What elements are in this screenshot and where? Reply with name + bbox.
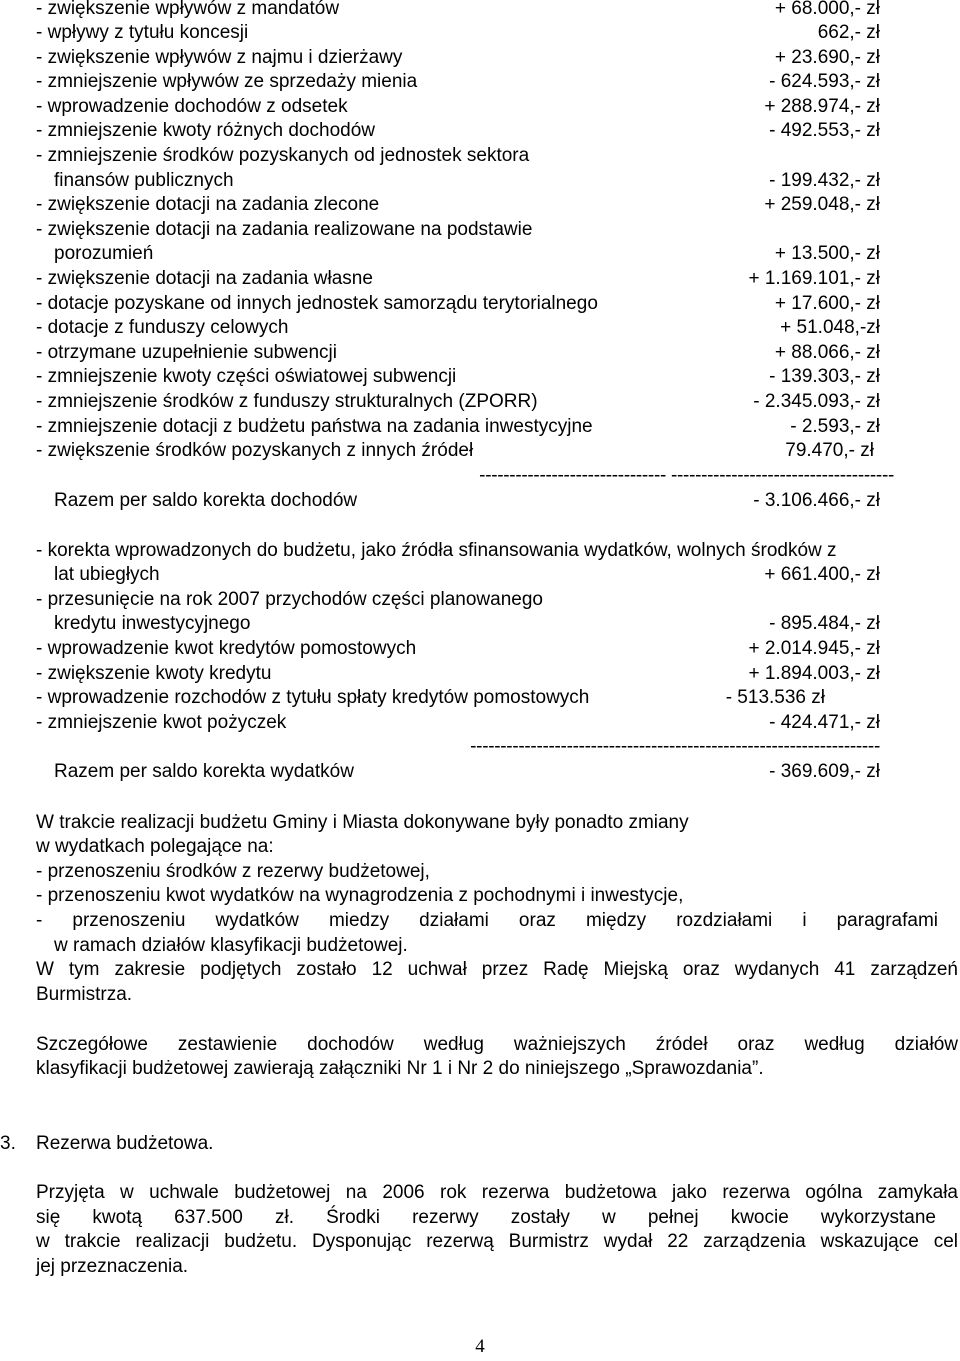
income-item-amount: + 51.048,-zł — [780, 317, 880, 338]
income-item-amount: + 17.600,- zł — [774, 293, 880, 314]
income-item-label: - zwiększenie środków pozyskanych z innych źródeł — [36, 440, 474, 461]
expense-item-amount: + 661.400,- zł — [764, 564, 880, 585]
income-item-amount: + 23.690,- zł — [774, 47, 880, 68]
income-item-label: - zwiększenie dotacji na zadania własne — [36, 268, 373, 289]
section-number: 3. — [0, 1133, 16, 1154]
section-title: Rezerwa budżetowa. — [36, 1133, 214, 1154]
expense-item-label: - zmniejszenie kwot pożyczek — [36, 712, 287, 733]
expense-item-label: - korekta wprowadzonych do budżetu, jako źródła sfinansowania wydatków, wolnych środków z — [36, 540, 837, 561]
income-item-label: - zmniejszenie środków pozyskanych od jednostek sektora — [36, 145, 530, 166]
expense-item-amount: - 513.536 zł — [725, 687, 825, 708]
changes-range-text: W tym zakresie podjętych zostało 12 uchwał przez Radę Miejską oraz wydanych 41 zarządzeń — [36, 959, 958, 980]
expense-divider: -------------------------------------------------------------------- — [470, 736, 880, 757]
income-item-label: porozumień — [54, 243, 154, 264]
expense-item-label: - wprowadzenie rozchodów z tytułu spłaty kredytów pomostowych — [36, 687, 590, 708]
changes-bullet: w ramach działów klasyfikacji budżetowej. — [54, 935, 408, 956]
expense-total-label: Razem per saldo korekta wydatków — [54, 761, 354, 782]
expense-item-label: - wprowadzenie kwot kredytów pomostowych — [36, 638, 417, 659]
income-item-label: - zmniejszenie środków z funduszy strukturalnych (ZPORR) — [36, 391, 538, 412]
details-paragraph: klasyfikacji budżetowej zawierają załączniki Nr 1 i Nr 2 do niniejszego „Sprawozdania”. — [36, 1058, 764, 1079]
income-item-amount: - 199.432,- zł — [769, 170, 880, 191]
details-paragraph: Szczegółowe zestawienie dochodów według ważniejszych źródeł oraz według działów — [36, 1034, 958, 1055]
income-item-label: - otrzymane uzupełnienie subwencji — [36, 342, 337, 363]
expense-item-label: - zwiększenie kwoty kredytu — [36, 663, 272, 684]
income-item-amount: - 2.345.093,- zł — [753, 391, 880, 412]
income-item-amount: - 139.303,- zł — [769, 366, 880, 387]
changes-intro: w wydatkach polegające na: — [36, 836, 274, 857]
income-item-amount: - 492.553,- zł — [769, 120, 880, 141]
income-item-amount: 79.470,- zł — [785, 440, 874, 461]
income-item-label: - zmniejszenie kwoty różnych dochodów — [36, 120, 375, 141]
expense-item-label: lat ubiegłych — [54, 564, 160, 585]
income-total-amount: - 3.106.466,- zł — [753, 490, 880, 511]
income-item-amount: - 624.593,- zł — [769, 71, 880, 92]
income-item-amount: + 259.048,- zł — [764, 194, 880, 215]
page-number: 4 — [475, 1336, 485, 1357]
changes-bullet: - przenoszeniu środków z rezerwy budżetowej, — [36, 861, 430, 882]
income-item-label: - zmniejszenie dotacji z budżetu państwa na zadania inwestycyjne — [36, 416, 593, 437]
income-item-label: - zwiększenie dotacji na zadania zlecone — [36, 194, 380, 215]
changes-range-text: Burmistrza. — [36, 984, 133, 1005]
income-item-amount: + 88.066,- zł — [774, 342, 880, 363]
income-item-label: - dotacje z funduszy celowych — [36, 317, 289, 338]
expense-item-amount: - 895.484,- zł — [769, 613, 880, 634]
expense-total-amount: - 369.609,- zł — [769, 761, 880, 782]
changes-bullet: - przenoszeniu kwot wydatków na wynagrodzenia z pochodnymi i inwestycje, — [36, 885, 684, 906]
income-item-label: - zwiększenie wpływów z najmu i dzierżawy — [36, 47, 403, 68]
section-paragraph: się kwotą 637.500 zł. Środki rezerwy zostały w pełnej kwocie wykorzystane — [36, 1207, 936, 1228]
section-paragraph: w trakcie realizacji budżetu. Dysponując rezerwą Burmistrz wydał 22 zarządzenia wskazujące cel — [36, 1231, 958, 1252]
income-total-label: Razem per saldo korekta dochodów — [54, 490, 358, 511]
expense-item-label: kredytu inwestycyjnego — [54, 613, 251, 634]
income-item-amount: + 288.974,- zł — [764, 96, 880, 117]
expense-item-amount: - 424.471,- zł — [769, 712, 880, 733]
section-paragraph: Przyjęta w uchwale budżetowej na 2006 rok rezerwa budżetowa jako rezerwa ogólna zamykała — [36, 1182, 958, 1203]
income-item-amount: + 68.000,- zł — [774, 0, 880, 19]
income-item-amount: 662,- zł — [817, 22, 880, 43]
income-item-label: - zwiększenie wpływów z mandatów — [36, 0, 340, 19]
income-item-label: - dotacje pozyskane od innych jednostek samorządu terytorialnego — [36, 293, 598, 314]
income-item-amount: - 2.593,- zł — [790, 416, 880, 437]
income-item-amount: + 1.169.101,- zł — [748, 268, 880, 289]
changes-bullet: - przenoszeniu wydatków miedzy działami oraz między rozdziałami i paragrafami — [36, 910, 938, 931]
income-item-label: - wpływy z tytułu koncesji — [36, 22, 249, 43]
income-item-label: - zmniejszenie kwoty części oświatowej subwencji — [36, 366, 457, 387]
income-item-label: finansów publicznych — [54, 170, 234, 191]
income-item-label: - zmniejszenie wpływów ze sprzedaży mienia — [36, 71, 418, 92]
income-divider: ------------------------------- ------------------------------------- — [479, 465, 894, 486]
income-item-label: - wprowadzenie dochodów z odsetek — [36, 96, 348, 117]
expense-item-amount: + 2.014.945,- zł — [748, 638, 880, 659]
income-item-label: - zwiększenie dotacji na zadania realizowane na podstawie — [36, 219, 533, 240]
expense-item-label: - przesunięcie na rok 2007 przychodów części planowanego — [36, 589, 543, 610]
changes-intro: W trakcie realizacji budżetu Gminy i Miasta dokonywane były ponadto zmiany — [36, 812, 689, 833]
section-paragraph: jej przeznaczenia. — [36, 1256, 189, 1277]
income-item-amount: + 13.500,- zł — [774, 243, 880, 264]
expense-item-amount: + 1.894.003,- zł — [748, 663, 880, 684]
